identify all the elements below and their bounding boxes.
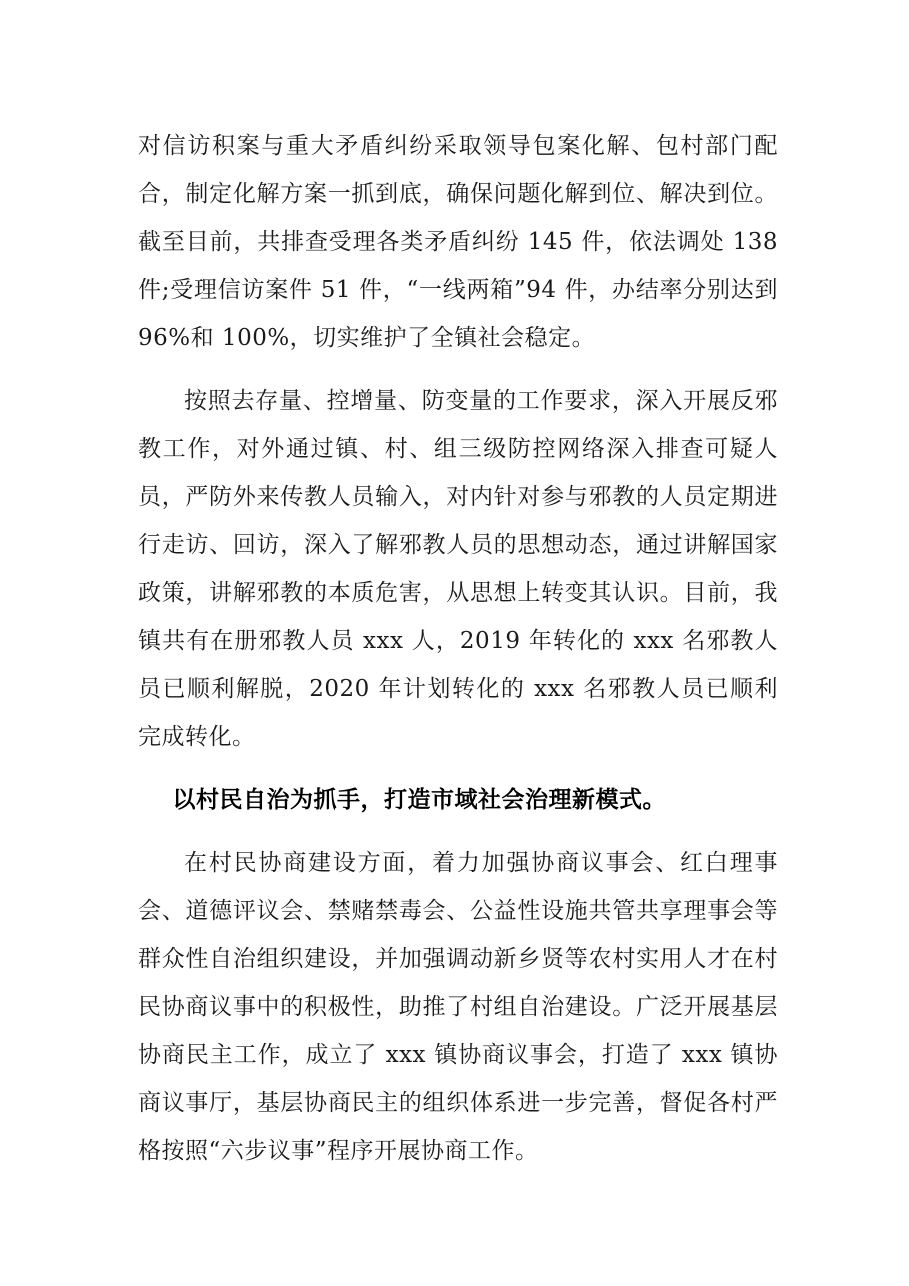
paragraph-petition-disputes: 对信访积案与重大矛盾纠纷采取领导包案化解、包村部门配合，制定化解方案一抓到底，确保问题化解到位、解决到位。截至目前，共排查受理各类矛盾纠纷 145 件，依法调处 138 件;受理信访案件 51 件，“一线两箱”94 件，办结率分别达到 96%和 100%，切实维护了全镇社会稳定。 <box>138 133 778 351</box>
paragraph-anti-cult-work: 按照去存量、控增量、防变量的工作要求，深入开展反邪教工作，对外通过镇、村、组三级防控网络深入排查可疑人员，严防外来传教人员输入，对内针对参与邪教的人员定期进行走访、回访，深入了解邪教人员的思想动态，通过讲解国家政策，讲解邪教的本质危害，从思想上转变其认识。目前，我镇共有在册邪教人员 xxx 人，2019 年转化的 xxx 名邪教人员已顺利解脱，2020 年计划转化的 xxx 名邪教人员已顺利完成转化。 <box>138 388 778 750</box>
document-body <box>138 122 778 1190</box>
paragraph-village-consultation: 在村民协商建设方面，着力加强协商议事会、红白理事会、道德评议会、禁赌禁毒会、公益性设施共管共享理事会等群众性自治组织建设，并加强调动新乡贤等农村实用人才在村民协商议事中的积极性，助推了村组自治建设。广泛开展基层协商民主工作，成立了 xxx 镇协商议事会，打造了 xxx 镇协商议事厅，基层协商民主的组织体系进一步完善，督促各村严格按照“六步议事”程序开展协商工作。 <box>138 850 778 1164</box>
section-heading-village-autonomy: 以村民自治为抓手，打造市域社会治理新模式。 <box>172 787 666 813</box>
